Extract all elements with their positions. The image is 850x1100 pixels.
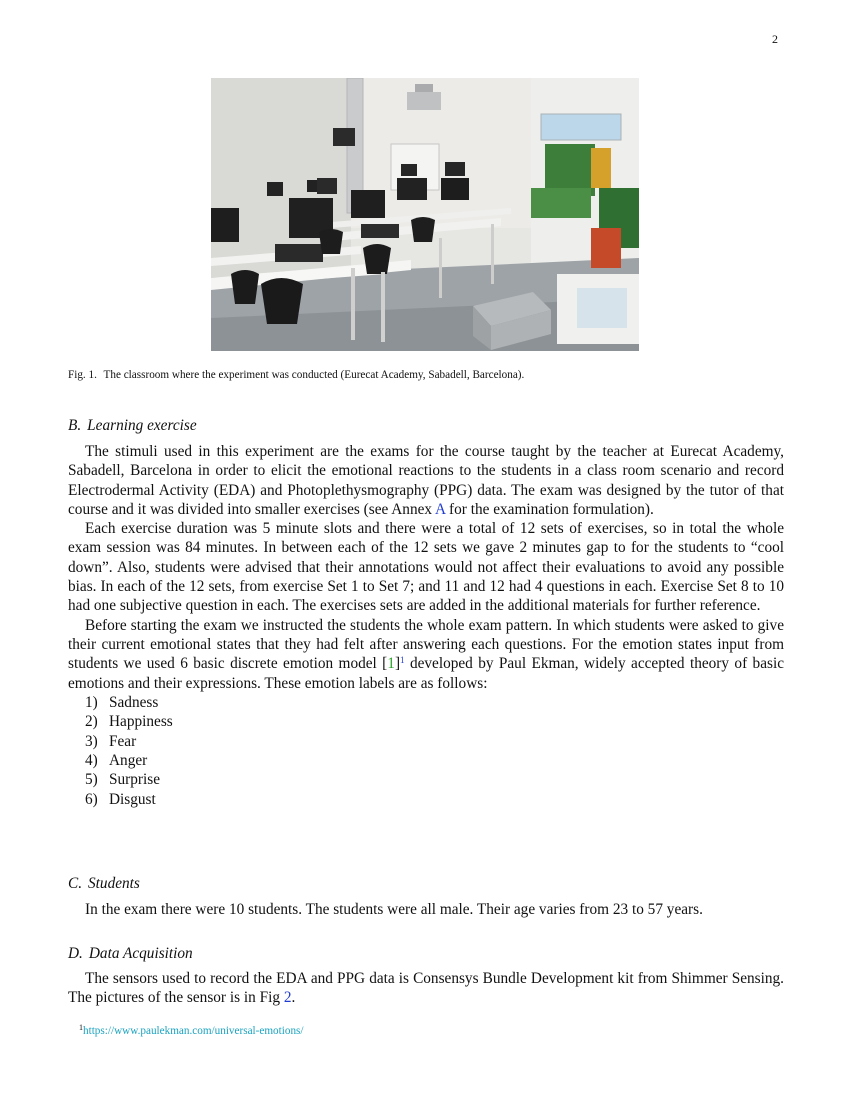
list-item-label: Happiness xyxy=(109,713,173,731)
section-c-number: C. xyxy=(68,875,83,892)
section-b-p3-text-a: Before starting the exam we instructed the students the whole exam pattern. In which students were asked to give their current emotional states that they had felt after answering each questions. For the emotion states input from students we used 6 basic discrete emotion model [ xyxy=(68,616,784,673)
section-b-p3-bracket: ] xyxy=(394,655,401,673)
list-item-number: 5) xyxy=(85,771,98,789)
section-d-number: D. xyxy=(68,945,83,962)
section-b-paragraph-3 xyxy=(68,616,784,693)
list-item xyxy=(68,693,784,712)
section-c-paragraph-1: In the exam there were 10 students. The students were all male. Their age varies from 23 to 57 years. xyxy=(85,901,703,918)
classroom-photo xyxy=(211,78,639,351)
section-d-p1-text-b: . xyxy=(291,989,296,1007)
section-d-heading xyxy=(68,945,193,963)
list-item-number: 3) xyxy=(85,732,98,750)
list-item-label: Disgust xyxy=(109,790,156,808)
figure-caption-text: The classroom where the experiment was conducted (Eurecat Academy, Sabadell, Barcelona). xyxy=(103,369,525,381)
list-item xyxy=(68,770,784,789)
section-b-body xyxy=(68,442,784,809)
list-item xyxy=(68,751,784,770)
section-d-title: Data Acquisition xyxy=(88,945,193,962)
figure-caption xyxy=(68,369,788,381)
list-item xyxy=(68,712,784,731)
section-b-number: B. xyxy=(68,417,82,434)
page-number: 2 xyxy=(772,32,778,46)
list-item-number: 2) xyxy=(85,713,98,731)
section-c-title: Students xyxy=(88,875,140,892)
section-b-p3-text-c: developed by Paul Ekman, widely accepted theory of basic emotions and their expressions. These emotion labels are as follows: xyxy=(68,655,784,692)
footnote-marker-link[interactable]: 1 xyxy=(400,655,405,666)
list-item-number: 6) xyxy=(85,790,98,808)
figure-caption-label: Fig. 1. xyxy=(68,369,97,381)
footnote-url-link[interactable]: https://www.paulekman.com/universal-emotions/ xyxy=(83,1025,304,1037)
list-item-number: 1) xyxy=(85,693,98,711)
list-item-number: 4) xyxy=(85,752,98,770)
list-item-label: Fear xyxy=(109,732,137,750)
list-item xyxy=(68,790,784,809)
section-b-paragraph-2: Each exercise duration was 5 minute slots and there were a total of 12 sets of exercises, so in total the whole exam session was 84 minutes. In between each of the 12 sets we gave 2 minutes gap to for the students to “cool down”. Also, students were advised that their annotations would not affect their evaluations to avoid any possible bias. In each of the 12 sets, from exercise Set 1 to Set 7; and 11 and 12 had 4 questions in each. Exercise Set 8 to 10 had one subjective question in each. The exercises sets are added in the additional materials for further reference. xyxy=(68,520,784,615)
section-c-heading xyxy=(68,875,140,893)
footnote xyxy=(79,1025,304,1037)
annex-a-link[interactable]: A xyxy=(435,500,446,518)
section-d-body xyxy=(68,969,784,1008)
section-b-paragraph-1 xyxy=(68,442,784,519)
emotion-list xyxy=(68,693,784,809)
citation-link-1[interactable]: 1 xyxy=(387,655,395,673)
section-c-body xyxy=(68,900,784,919)
section-b-title: Learning exercise xyxy=(87,417,197,434)
section-b-p1-text-a: The stimuli used in this experiment are the exams for the course taught by the teacher at Eurecat Academy, Sabadell, Barcelona in order to elicit the emotional reactions to the students in a class room scenario and record Electrodermal Activity (EDA) and Photoplethysmography (PPG) data. The exam was designed by the tutor of that course and it was divided into smaller exercises (see Annex xyxy=(68,443,784,518)
footnote-mark: 1 xyxy=(79,1023,83,1032)
list-item xyxy=(68,732,784,751)
section-b-heading xyxy=(68,417,197,435)
list-item-label: Sadness xyxy=(109,693,159,711)
list-item-label: Surprise xyxy=(109,771,160,789)
section-d-p1-text-a: The sensors used to record the EDA and PPG data is Consensys Bundle Development kit from Shimmer Sensing. The pictures of the sensor is in Fig xyxy=(68,970,784,1007)
section-b-p1-text-b: for the examination formulation). xyxy=(445,500,654,518)
figure-2-link[interactable]: 2 xyxy=(283,989,292,1007)
section-d-paragraph-1 xyxy=(68,969,784,1008)
list-item-label: Anger xyxy=(109,752,148,770)
